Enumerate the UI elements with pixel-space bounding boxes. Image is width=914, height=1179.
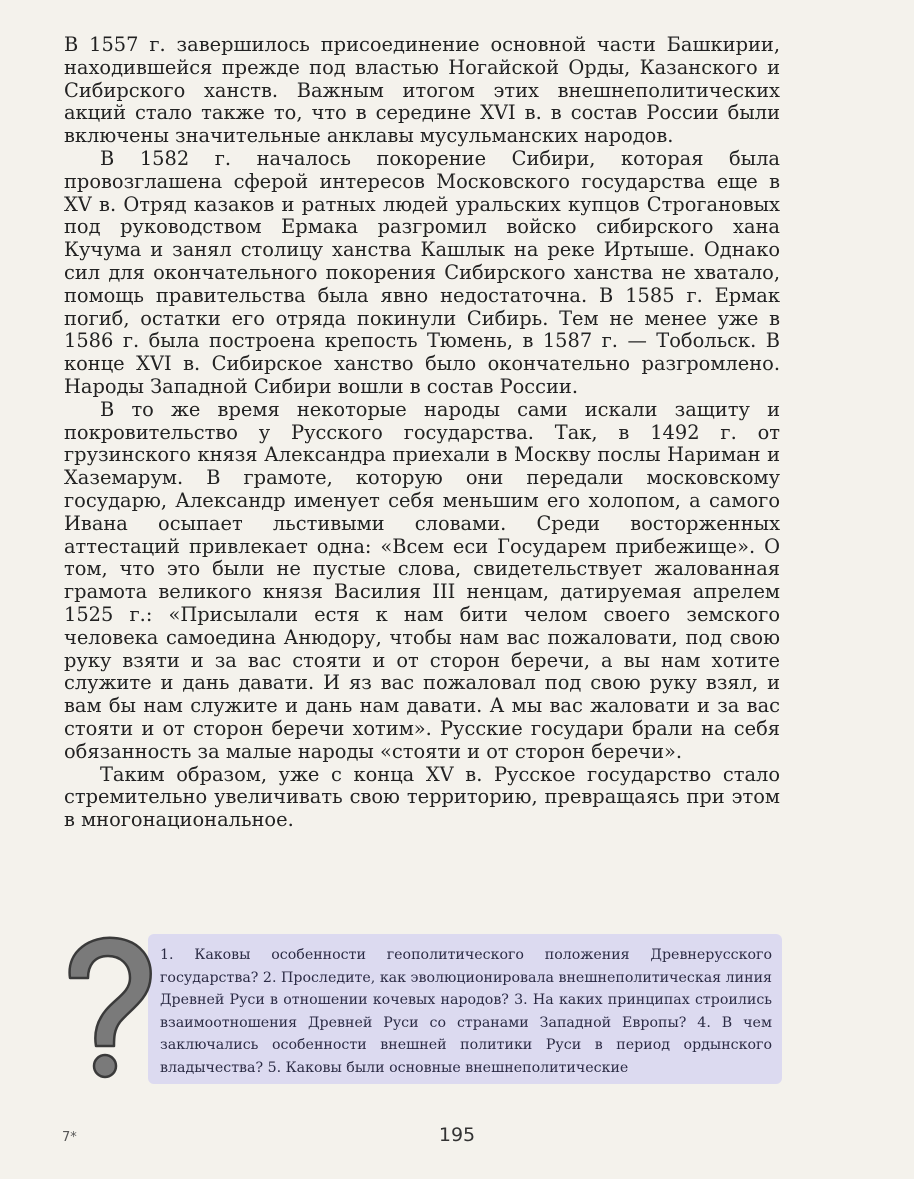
main-text	[64, 34, 780, 832]
signature-mark: 7*	[62, 1130, 77, 1145]
paragraph: Таким образом, уже с конца XV в. Русское государство стало стремительно увеличивать свою территорию, превращаясь при этом в многонациональное.	[64, 762, 780, 832]
page-number: 195	[438, 1124, 476, 1146]
paragraph: В 1582 г. началось покорение Сибири, которая была провозглашена сферой интересов Московского государства еще в XV в. Отряд казаков и ратных людей уральских купцов Строгановых под руководством Ермака разгромил войско сибирского хана Кучума и занял столицу ханства Кашлык на реке Иртыше. Однако сил для окончательного покорения Сибирского ханства не хватало, помощь правительства была явно недостаточна. В 1585 г. Ермак погиб, остатки его отряда покинули Сибирь. Тем не менее уже в 1586 г. была построена крепость Тюмень, в 1587 г. — Тобольск. В конце XVI в. Сибирское ханство было окончательно разгромлено. Народы Западной Сибири вошли в состав России.	[64, 146, 780, 398]
paragraph: В 1557 г. завершилось присоединение основной части Башкирии, находившейся прежде под властью Ногайской Орды, Казанского и Сибирского ханств. Важным итогом этих внешнеполитических акций стало также то, что в середине XVI в. в состав России были включены значительные анклавы мусульманских народов.	[64, 33, 780, 148]
paragraph: В то же время некоторые народы сами искали защиту и покровительство у Русского государства. Так, в 1492 г. от грузинского князя Александра приехали в Москву послы Нариман и Хаземарум. В грамоте, которую они передали московскому государю, Александр именует себя меньшим его холопом, а самого Ивана осыпает льстивыми словами. Среди восторженных аттестаций привлекает одна: «Всем еси Государем прибежище». О том, что это были не пустые слова, свидетельствует жалованная грамота великого князя Василия III ненцам, датируемая апрелем 1525 г.: «Присылали естя к нам бити челом своего земского человека самоедина Анюдору, чтобы нам вас пожаловати, под свою руку взяти и за вас стояти и от сторон беречи, а вы нам хотите служите и дань давати. И яз вас пожаловал под свою руку взял, и вам бы нам служите и дань нам давати. А мы вас жаловати и за вас стояти и от сторон беречи хотим». Русские государи брали на себя обязанность за малые народы «стояти и от сторон беречи».	[64, 397, 780, 763]
questions-text: 1. Каковы особенности геополитического положения Древнерусского государства? 2. Проследите, как эволюционировала внешнеполитическая линия Древней Руси в отношении кочевых народов? 3. На каких принципах строились взаимоотношения Древней Руси со странами Западной Европы? 4. В чем заключались особенности внешней политики Руси в период ордынского владычества? 5. Каковы были основные внешнеполитические	[160, 947, 772, 1076]
question-mark-icon	[52, 930, 162, 1085]
